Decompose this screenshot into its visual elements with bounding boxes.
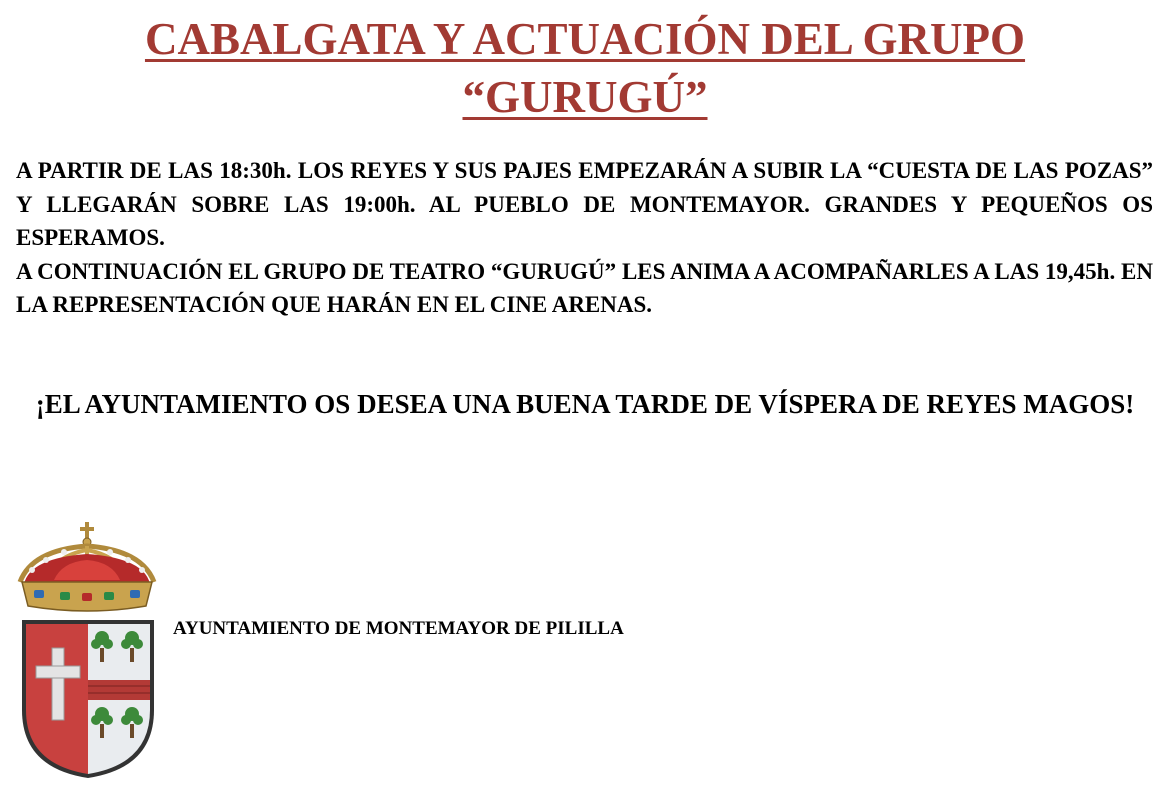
- paragraph-schedule: A PARTIR DE LAS 18:30h. LOS REYES Y SUS PAJES EMPEZARÁN A SUBIR LA “CUESTA DE LAS POZAS” Y LLEGARÁN SOBRE LAS 19:00h. AL PUEBLO DE MONTEMAYOR. GRANDES Y PEQUEÑOS OS ESPERAMOS.: [16, 158, 1153, 250]
- closing-message: ¡EL AYUNTAMIENTO OS DESEA UNA BUENA TARDE DE VÍSPERA DE REYES MAGOS!: [35, 389, 1135, 419]
- paragraph-theatre: A CONTINUACIÓN EL GRUPO DE TEATRO “GURUGÚ” LES ANIMA A ACOMPAÑARLES A LAS 19,45h. EN LA REPRESENTACIÓN QUE HARÁN EN EL CINE ARENAS.: [16, 258, 1153, 317]
- council-signature: AYUNTAMIENTO DE MONTEMAYOR DE PILILLA: [173, 618, 624, 639]
- title-line-1: CABALGATA Y ACTUACIÓN DEL GRUPO: [144, 14, 1026, 64]
- title-line-2: “GURUGÚ”: [462, 72, 708, 122]
- coat-of-arms-icon: [14, 520, 160, 782]
- page-title: [0, 10, 1170, 126]
- announcement-body: [16, 154, 1153, 322]
- crest-graphic: [14, 520, 160, 782]
